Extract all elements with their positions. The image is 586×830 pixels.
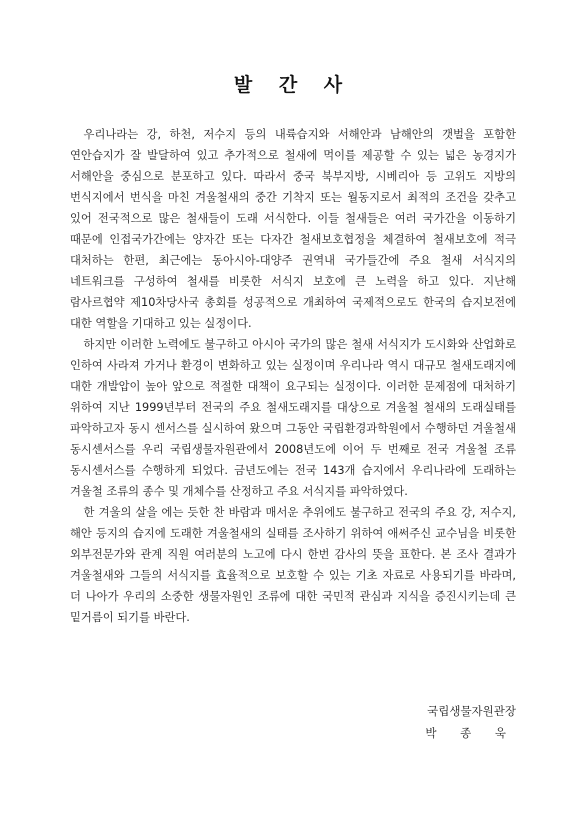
signature-name: 박 종 욱 [425, 726, 516, 740]
paragraph-2: 하지만 이러한 노력에도 불구하고 아시아 국가의 많은 철새 서식지가 도시화와 산업화로 인하여 사라져 가거나 환경이 변화하고 있는 실정이며 우리나라 역시 대규모 철새도래지에 대한 개발압이 높아 앞으로 적절한 대책이 요구되는 실정이다. 이러한 문제점에 대처하기 위하여 지난 1999년부터 전국의 주요 철새도래지를 대상으로 겨울철 철새의 도래실태를 파악하고자 동시 센서스를 실시하여 왔으며 그동안 국립환경과학원에서 수행하던 겨울철새 동시센서스를 우리 국립생물자원관에서 2008년도에 이어 두 번째로 전국 겨울철 조류 동시센서스를 수행하게 되었다. 금년도에는 전국 143개 습지에서 우리나라에 도래하는 겨울철 조류의 종수 및 개체수를 산정하고 주요 서식지를 파악하였다. [70, 338, 516, 498]
page-title: 발 간 사 [233, 74, 353, 96]
paragraph-3: 한 겨울의 살을 에는 듯한 찬 바람과 매서운 추위에도 불구하고 전국의 주요 강, 저수지, 해안 등지의 습지에 도래한 겨울철새의 실태를 조사하기 위하여 애써주신 교수님을 비롯한 외부전문가와 관계 직원 여러분의 노고에 다시 한번 감사의 뜻을 표한다. 본 조사 결과가 겨울철새와 그들의 서식지를 효율적으로 보호할 수 있는 기초 자료로 사용되기를 바라며, 더 나아가 우리의 소중한 생물자원인 조류에 대한 국민적 관심과 지식을 증진시키는데 큰 밑거름이 되기를 바란다. [70, 506, 516, 624]
signature-affiliation: 국립생물자원관장 [427, 704, 516, 718]
document-body [70, 124, 516, 628]
paragraph-1: 우리나라는 강, 하천, 저수지 등의 내륙습지와 서해안과 남해안의 갯벌을 포함한 연안습지가 잘 발달하여 있고 추가적으로 철새에 먹이를 제공할 수 있는 넓은 농경지가 서해안을 중심으로 분포하고 있다. 따라서 중국 북부지방, 시베리아 등 고위도 지방의 번식지에서 번식을 마친 겨울철새의 중간 기착지 또는 월동지로서 최적의 조건을 갖추고 있어 전국적으로 많은 철새들이 도래 서식한다. 이들 철새들은 여러 국가간을 이동하기 때문에 인접국가간에는 양자간 또는 다자간 철새보호협정을 체결하여 철새보호에 적극 대처하는 한편, 최근에는 동아시아-대양주 권역내 국가들간에 주요 철새 서식지의 네트워크를 구성하여 철새를 비롯한 서식지 보호에 큰 노력을 하고 있다. 지난해 람사르협약 제10차당사국 총회를 성공적으로 개최하여 국제적으로도 한국의 습지보전에 대한 역할을 기대하고 있는 실정이다. [70, 128, 516, 330]
signature-block [0, 700, 516, 744]
